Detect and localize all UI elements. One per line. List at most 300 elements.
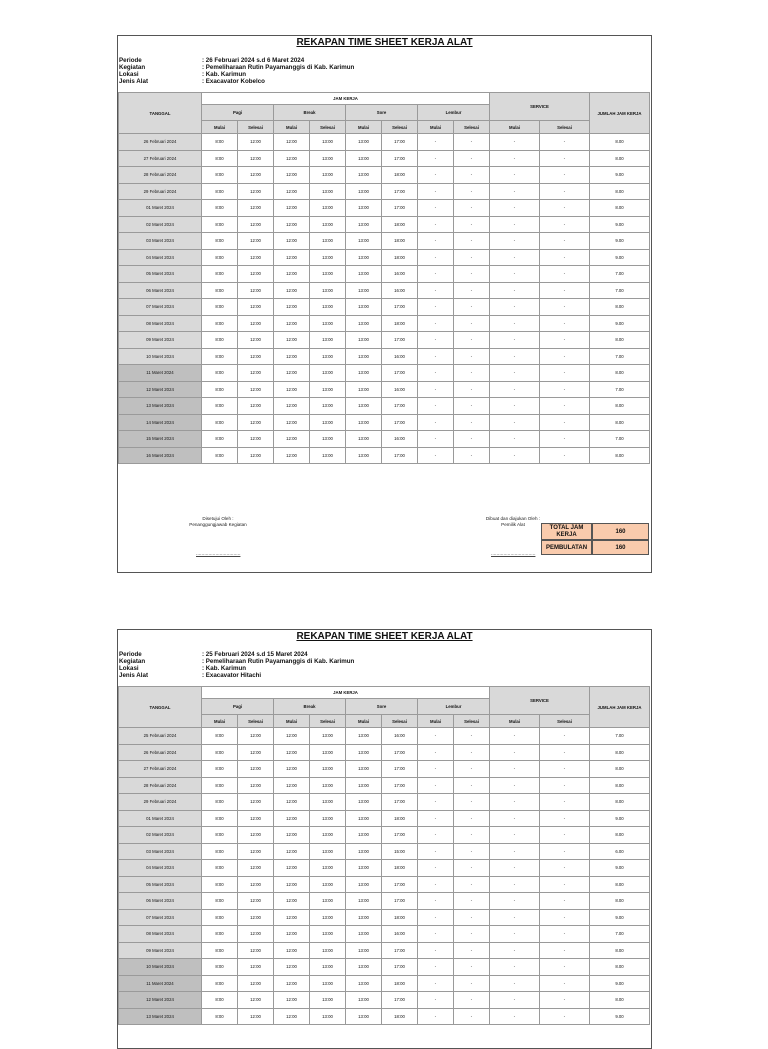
table-row [119,266,650,283]
cell-time: - [490,414,540,431]
header-sub: Mulai [490,715,540,728]
cell-date: 04 Maret 2024 [119,249,202,266]
cell-time: 17:00 [382,447,418,464]
cell-time: 13:00 [310,975,346,992]
cell-time: 13:00 [310,860,346,877]
cell-time: - [454,909,490,926]
cell-time: 12:00 [274,431,310,448]
cell-total: 8.00 [590,876,650,893]
cell-time: 12:00 [238,810,274,827]
cell-time: 12:00 [238,744,274,761]
cell-time: 13:00 [346,992,382,1009]
table-row [119,315,650,332]
cell-total: 9.00 [590,216,650,233]
cell-time: - [490,876,540,893]
cell-date: 26 Februari 2024 [119,744,202,761]
cell-time: 8:00 [202,843,238,860]
cell-time: 16:00 [382,282,418,299]
cell-time: - [490,348,540,365]
cell-time: - [540,381,590,398]
cell-time: 13:00 [310,843,346,860]
cell-time: - [540,233,590,250]
cell-time: 12:00 [274,860,310,877]
cell-total: 8.00 [590,183,650,200]
cell-time: 8:00 [202,975,238,992]
cell-total: 9.00 [590,975,650,992]
table-row [119,992,650,1009]
cell-total: 9.00 [590,249,650,266]
cell-time: 8:00 [202,216,238,233]
cell-time: - [490,447,540,464]
cell-time: 13:00 [310,431,346,448]
cell-time: 13:00 [310,414,346,431]
cell-time: 12:00 [274,414,310,431]
cell-time: - [454,282,490,299]
header-sub: Mulai [490,121,540,134]
cell-date: 01 Maret 2024 [119,810,202,827]
table-row [119,365,650,382]
cell-total: 9.00 [590,167,650,184]
cell-time: 18:00 [382,860,418,877]
cell-time: - [454,216,490,233]
table-row [119,183,650,200]
cell-total: 9.00 [590,315,650,332]
cell-time: - [418,893,454,910]
cell-total: 9.00 [590,909,650,926]
table-row [119,761,650,778]
table-row [119,744,650,761]
cell-time: - [540,893,590,910]
cell-time: 12:00 [238,167,274,184]
cell-time: 13:00 [346,398,382,415]
cell-time: 12:00 [274,959,310,976]
cell-date: 09 Maret 2024 [119,332,202,349]
table-row [119,233,650,250]
cell-date: 27 Februari 2024 [119,150,202,167]
cell-date: 09 Maret 2024 [119,942,202,959]
cell-time: 8:00 [202,398,238,415]
cell-time: 13:00 [310,233,346,250]
cell-time: 12:00 [238,926,274,943]
header-tanggal: TANGGAL [119,687,202,728]
header-sub: Selesai [540,121,590,134]
cell-time: 13:00 [346,431,382,448]
cell-time: 12:00 [238,315,274,332]
cell-time: 13:00 [310,728,346,745]
cell-total: 8.00 [590,332,650,349]
cell-time: 12:00 [274,299,310,316]
cell-date: 05 Maret 2024 [119,876,202,893]
cell-time: 13:00 [310,827,346,844]
cell-time: 8:00 [202,365,238,382]
cell-time: 12:00 [238,447,274,464]
cell-date: 11 Maret 2024 [119,975,202,992]
cell-time: 16:00 [382,381,418,398]
cell-time: 12:00 [238,414,274,431]
cell-total: 8.00 [590,777,650,794]
cell-time: - [418,876,454,893]
header-service: SERVICE [490,687,590,715]
cell-time: - [454,200,490,217]
cell-total: 8.00 [590,761,650,778]
cell-time: 8:00 [202,183,238,200]
table-row [119,959,650,976]
cell-time: - [490,926,540,943]
cell-time: 13:00 [310,365,346,382]
timesheet-table [118,92,650,464]
cell-time: - [418,167,454,184]
cell-time: - [490,942,540,959]
cell-date: 13 Maret 2024 [119,398,202,415]
cell-total: 8.00 [590,365,650,382]
cell-date: 14 Maret 2024 [119,414,202,431]
rounding-value: 160 [592,540,649,555]
cell-time: 8:00 [202,431,238,448]
cell-time: 12:00 [238,860,274,877]
header-sub: Selesai [382,121,418,134]
cell-time: - [540,200,590,217]
cell-time: - [490,200,540,217]
cell-time: 13:00 [346,843,382,860]
cell-time: - [418,843,454,860]
cell-time: 13:00 [346,810,382,827]
cell-time: - [454,431,490,448]
table-row [119,414,650,431]
cell-time: 13:00 [346,365,382,382]
sheet-title: REKAPAN TIME SHEET KERJA ALAT [296,37,473,48]
cell-time: 16:00 [382,926,418,943]
cell-time: - [540,975,590,992]
cell-time: 8:00 [202,777,238,794]
cell-time: 17:00 [382,959,418,976]
cell-date: 28 Februari 2024 [119,777,202,794]
cell-time: 15:00 [382,843,418,860]
sheet-title: REKAPAN TIME SHEET KERJA ALAT [296,631,473,642]
cell-total: 7.00 [590,431,650,448]
cell-time: - [540,761,590,778]
cell-time: - [540,431,590,448]
cell-time: - [540,249,590,266]
cell-time: 13:00 [346,167,382,184]
cell-time: 12:00 [238,200,274,217]
cell-time: 13:00 [310,926,346,943]
cell-total: 8.00 [590,827,650,844]
cell-time: - [454,398,490,415]
cell-time: 8:00 [202,414,238,431]
cell-time: - [490,843,540,860]
cell-time: 12:00 [238,282,274,299]
cell-time: 12:00 [274,249,310,266]
cell-time: - [490,398,540,415]
table-row [119,794,650,811]
cell-time: 8:00 [202,299,238,316]
cell-time: 12:00 [238,959,274,976]
table-row [119,843,650,860]
cell-time: - [454,893,490,910]
cell-date: 29 Februari 2024 [119,794,202,811]
cell-time: 13:00 [346,150,382,167]
cell-time: - [418,150,454,167]
cell-time: - [418,183,454,200]
cell-time: - [418,942,454,959]
cell-time: 12:00 [274,777,310,794]
cell-time: - [454,414,490,431]
cell-time: 8:00 [202,909,238,926]
cell-time: 17:00 [382,794,418,811]
cell-time: 12:00 [238,992,274,1009]
cell-time: 12:00 [274,365,310,382]
cell-date: 03 Maret 2024 [119,233,202,250]
cell-time: - [540,926,590,943]
cell-date: 06 Maret 2024 [119,893,202,910]
cell-time: 12:00 [274,843,310,860]
cell-time: - [454,810,490,827]
cell-time: 17:00 [382,893,418,910]
cell-time: - [490,249,540,266]
cell-time: 17:00 [382,365,418,382]
total-value: 160 [592,523,649,540]
cell-total: 7.00 [590,266,650,283]
cell-time: 12:00 [238,381,274,398]
cell-time: 13:00 [346,909,382,926]
cell-time: 8:00 [202,959,238,976]
cell-time: 12:00 [238,728,274,745]
cell-time: 12:00 [238,233,274,250]
cell-time: - [490,299,540,316]
header-sub: Selesai [310,715,346,728]
cell-time: 17:00 [382,299,418,316]
header-sub: Selesai [310,121,346,134]
cell-time: - [418,216,454,233]
table-row [119,728,650,745]
cell-time: 13:00 [346,942,382,959]
cell-time: - [540,827,590,844]
cell-time: - [418,332,454,349]
timesheet-hitachi [117,629,652,1049]
header-jumlah: JUMLAH JAM KERJA [590,93,650,134]
cell-time: 13:00 [310,183,346,200]
cell-time: - [454,1008,490,1025]
cell-time: 12:00 [238,134,274,151]
cell-time: 17:00 [382,414,418,431]
cell-total: 8.00 [590,398,650,415]
cell-time: - [490,365,540,382]
cell-time: 12:00 [274,447,310,464]
cell-time: 12:00 [274,810,310,827]
cell-time: 17:00 [382,134,418,151]
cell-date: 04 Maret 2024 [119,860,202,877]
cell-time: - [418,348,454,365]
cell-time: 8:00 [202,992,238,1009]
signature-line-right: ................................ [491,551,536,557]
cell-time: 16:00 [382,728,418,745]
cell-time: - [454,381,490,398]
cell-time: 12:00 [274,134,310,151]
cell-time: - [490,728,540,745]
cell-time: - [418,200,454,217]
cell-time: - [490,827,540,844]
cell-time: 13:00 [310,959,346,976]
cell-time: 18:00 [382,810,418,827]
cell-date: 08 Maret 2024 [119,315,202,332]
cell-time: - [454,860,490,877]
header-sub: Selesai [540,715,590,728]
cell-total: 9.00 [590,1008,650,1025]
cell-time: - [418,992,454,1009]
cell-time: - [540,365,590,382]
cell-time: 12:00 [274,216,310,233]
cell-time: - [454,794,490,811]
cell-time: 13:00 [310,777,346,794]
cell-time: - [540,348,590,365]
cell-time: 13:00 [346,975,382,992]
cell-time: 8:00 [202,282,238,299]
cell-time: 8:00 [202,266,238,283]
cell-time: 8:00 [202,249,238,266]
header-sub: Selesai [382,715,418,728]
cell-time: 18:00 [382,1008,418,1025]
cell-total: 8.00 [590,447,650,464]
cell-time: 12:00 [238,843,274,860]
cell-time: - [454,728,490,745]
cell-time: 13:00 [310,942,346,959]
table-row [119,216,650,233]
cell-time: 13:00 [310,794,346,811]
cell-date: 10 Maret 2024 [119,348,202,365]
cell-time: - [490,975,540,992]
cell-time: - [418,315,454,332]
cell-time: - [490,332,540,349]
cell-time: - [490,431,540,448]
cell-time: 13:00 [346,348,382,365]
cell-time: - [454,942,490,959]
cell-time: 13:00 [310,315,346,332]
cell-time: 18:00 [382,249,418,266]
cell-total: 8.00 [590,744,650,761]
cell-time: 13:00 [310,398,346,415]
cell-time: - [418,810,454,827]
header-group: Pagi [202,699,274,715]
cell-time: 12:00 [238,1008,274,1025]
cell-time: 17:00 [382,744,418,761]
cell-time: 8:00 [202,761,238,778]
table-row [119,827,650,844]
cell-time: 16:00 [382,266,418,283]
cell-time: - [540,810,590,827]
cell-time: - [454,843,490,860]
cell-time: 8:00 [202,332,238,349]
table-row [119,893,650,910]
cell-time: - [490,216,540,233]
cell-time: 12:00 [274,167,310,184]
header-sub: Selesai [238,121,274,134]
cell-time: 13:00 [310,893,346,910]
cell-time: 13:00 [310,216,346,233]
cell-time: 13:00 [310,150,346,167]
cell-time: 17:00 [382,992,418,1009]
cell-time: 13:00 [346,200,382,217]
sheet-meta: Periode : 25 Februari 2024 s.d 15 Maret 2024 Kegiatan : Pemeliharaan Rutin Payamanggis di Kab. Karimun Lokasi : Kab. Karimun Jenis Alat : Exacavator Hitachi [119,651,355,679]
cell-time: 12:00 [238,876,274,893]
cell-time: 12:00 [274,332,310,349]
cell-time: - [418,959,454,976]
cell-time: - [454,233,490,250]
cell-total: 8.00 [590,942,650,959]
cell-time: 8:00 [202,381,238,398]
cell-time: 12:00 [274,1008,310,1025]
cell-time: 13:00 [346,233,382,250]
cell-time: - [454,777,490,794]
cell-time: - [490,282,540,299]
cell-time: - [490,761,540,778]
cell-time: 18:00 [382,216,418,233]
cell-time: 13:00 [310,134,346,151]
table-row [119,810,650,827]
cell-time: - [418,266,454,283]
cell-time: - [540,876,590,893]
cell-time: 17:00 [382,398,418,415]
cell-time: - [454,167,490,184]
header-sub: Mulai [274,715,310,728]
cell-time: 13:00 [310,299,346,316]
cell-time: - [540,266,590,283]
cell-time: - [418,233,454,250]
cell-time: 12:00 [274,398,310,415]
cell-total: 7.00 [590,926,650,943]
cell-time: 13:00 [346,381,382,398]
cell-time: 13:00 [310,447,346,464]
table-row [119,447,650,464]
cell-time: 13:00 [346,761,382,778]
cell-time: 8:00 [202,794,238,811]
cell-time: 12:00 [274,183,310,200]
cell-time: 17:00 [382,150,418,167]
cell-time: 13:00 [310,909,346,926]
cell-time: - [540,414,590,431]
cell-total: 8.00 [590,299,650,316]
cell-time: - [490,909,540,926]
table-row [119,381,650,398]
cell-date: 11 Maret 2024 [119,365,202,382]
cell-time: 8:00 [202,926,238,943]
table-row [119,282,650,299]
cell-time: 12:00 [274,761,310,778]
cell-time: - [540,332,590,349]
cell-time: - [540,299,590,316]
cell-time: 12:00 [274,282,310,299]
cell-time: - [418,1008,454,1025]
cell-time: 13:00 [346,893,382,910]
cell-time: 12:00 [274,975,310,992]
cell-time: 12:00 [274,893,310,910]
table-row [119,249,650,266]
cell-time: - [418,926,454,943]
cell-time: 12:00 [238,794,274,811]
cell-time: 17:00 [382,761,418,778]
cell-time: - [418,777,454,794]
cell-time: 12:00 [274,233,310,250]
cell-time: - [454,249,490,266]
header-sub: Selesai [238,715,274,728]
cell-time: - [540,959,590,976]
cell-time: 12:00 [238,150,274,167]
total-label: TOTAL JAM KERJA [541,523,592,540]
cell-time: 13:00 [346,249,382,266]
cell-time: - [418,381,454,398]
header-group: Sore [346,105,418,121]
cell-time: 17:00 [382,200,418,217]
cell-time: 13:00 [346,777,382,794]
